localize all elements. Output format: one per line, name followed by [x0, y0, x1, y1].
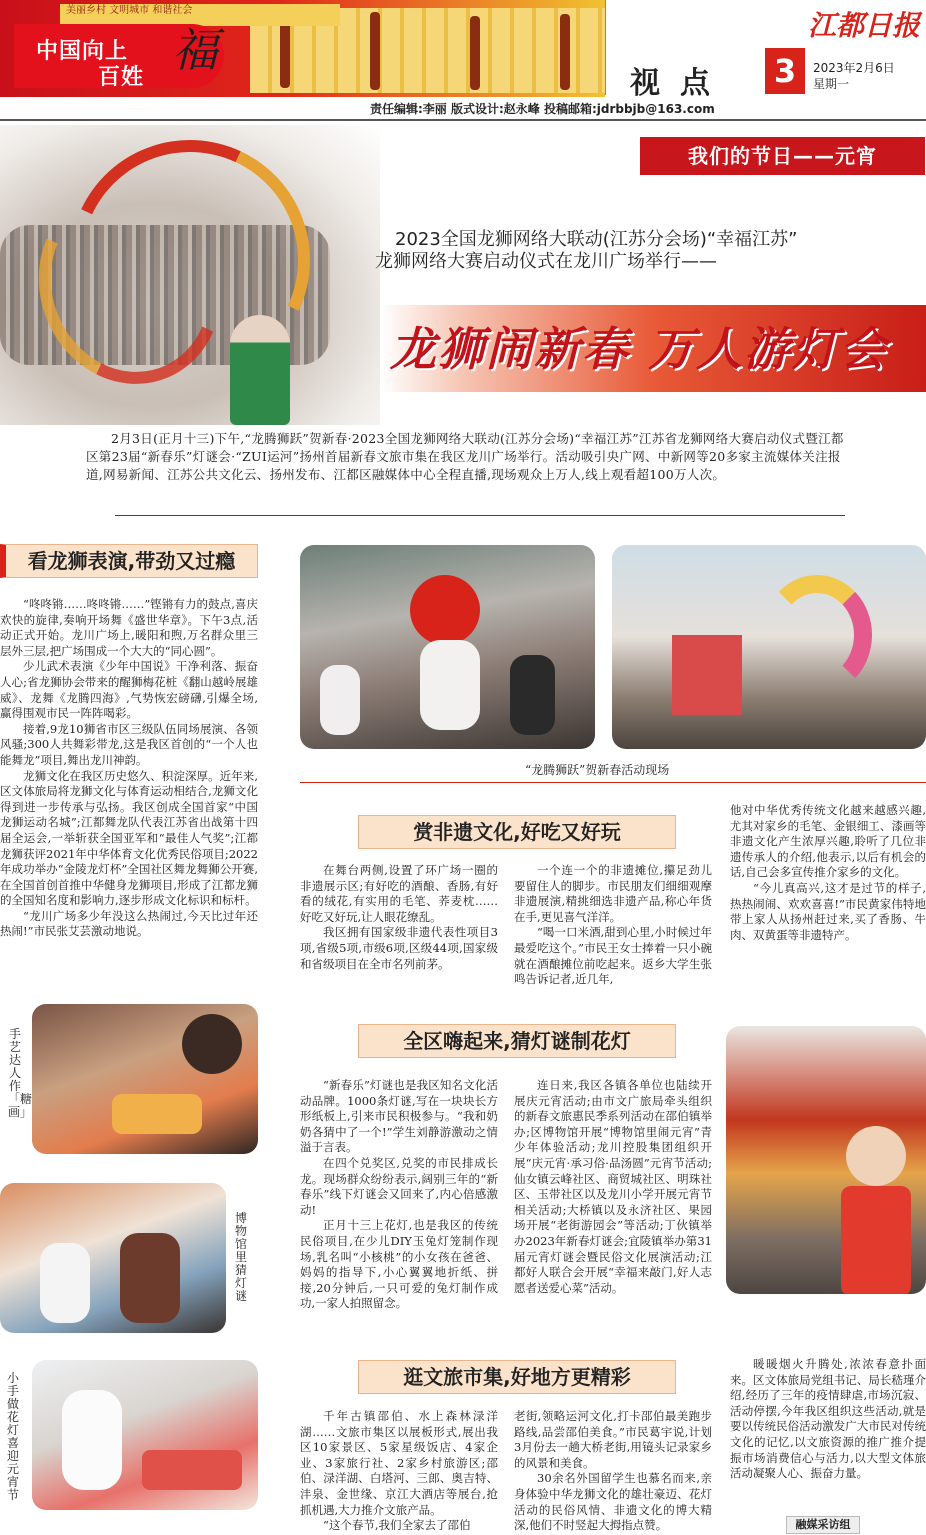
photo-kids-dragon	[726, 1026, 926, 1294]
side-caption-craft: 手艺达人作「糖画」	[8, 1027, 33, 1119]
performer	[230, 315, 290, 425]
photo-caption: “龙腾狮跃”贺新春活动现场	[525, 763, 670, 777]
market-col1	[300, 1409, 498, 1534]
section-heading-riddles: 全区嗨起来,猜灯谜制花灯	[358, 1024, 676, 1058]
section-heading-market: 逛文旅市集,好地方更精彩	[358, 1360, 676, 1394]
section-heading-heritage: 赏非遗文化,好吃又好玩	[358, 815, 676, 849]
photo-lion	[612, 545, 926, 749]
banner-slogan: 美丽乡村 文明城市 和谐社会	[60, 4, 340, 26]
riddles-col1	[300, 1078, 498, 1312]
lead-rule	[115, 515, 845, 516]
section-title: 视点	[630, 66, 730, 101]
paragraph: “龙川广场多少年没这么热闹过,今天比过年还热闹!”市民张艾芸激动地说。	[0, 908, 258, 939]
hero	[0, 125, 926, 525]
photo-dance	[300, 545, 595, 749]
paragraph: 在舞台两侧,设置了环广场一圈的非遗展示区;有好吃的酒酿、香肠,有好看的绒花,有实用的毛笔、荞麦枕……好吃又好玩,让人眼花缭乱。	[300, 863, 498, 924]
hero-subtitle-2: 龙狮网络大赛启动仪式在龙川广场举行——	[375, 251, 717, 272]
festival-banner: 我们的节日——元宵	[640, 137, 925, 175]
heritage-col2	[514, 863, 712, 988]
paragraph: “今儿真高兴,这才是过节的样子,热热闹闹、欢欢喜喜!”市民黄家伟特地带上家人从扬州赶过来,买了香肠、牛肉、双黄蛋等非遗特产。	[730, 880, 926, 942]
reporter-credit: 融媒采访组	[786, 1516, 860, 1534]
page-number: 3	[765, 48, 805, 94]
weekday-text: 星期一	[813, 77, 850, 91]
caption-rule	[300, 782, 926, 783]
photo-craft	[32, 1004, 258, 1154]
photo-kids	[32, 1360, 258, 1510]
paragraph: “咚咚锵……咚咚锵……”铿锵有力的鼓点,喜庆欢快的旋律,奏响开场舞《盛世华章》。下午3点,活动正式开始。龙川广场上,暖阳和煦,万名群众里三层外三层,把广场围成一个大大的“同心圆”。	[0, 597, 258, 658]
paragraph: 他对中华优秀传统文化越来越感兴趣,尤其对家乡的毛笔、金银细工、漆画等非遗文化产生浓厚兴趣,聆听了几位非遗传承人的介绍,他表示,以后有机会的话,自己会多宣传推介家乡的文化。	[730, 803, 926, 880]
paragraph: “喝一口米酒,甜到心里,小时候过年最爱吃这个。”市民王女士捧着一只小碗就在酒酿摊位前吃起来。返乡大学生张鸣告诉记者,近几年,	[514, 925, 712, 987]
paragraph: 少儿武术表演《少年中国说》干净利落、振奋人心;省龙狮协会带来的醒狮梅花桩《翻山越岭展雄威》、龙舞《龙腾四海》,气势恢宏磅礴,引爆全场,赢得围观市民一阵阵喝彩。	[0, 659, 258, 721]
issue-date	[813, 60, 895, 92]
paragraph: 一个连一个的非遗摊位,攥足劲儿要留住人的脚步。市民朋友们细细观摩非遗展演,精挑细选非遗产品,称心年货在手,更见喜气洋洋。	[514, 863, 712, 924]
market-col3	[730, 1357, 926, 1482]
paragraph: 在四个兑奖区,兑奖的市民排成长龙。现场群众纷纷表示,阔别三年的“新春乐”线下灯谜会又回来了,内心倍感激动!	[300, 1155, 498, 1217]
lead-text: 2月3日(正月十三)下午,“龙腾狮跃”贺新春·2023全国龙狮网络大联动(江苏分会场)“幸福江苏”江苏省龙狮网络大赛启动仪式暨江都区第23届“新春乐”灯谜会·“ZUI运河”扬州首届新春文旅市集在我区龙川广场举行。活动吸引央广网、中新网等20多家主流媒体关注报道,网易新闻、江苏公共文化云、扬州发布、江都区融媒体中心全程直播,现场观众上万人,线上观看超100万人次。	[86, 431, 844, 482]
banner-line1: 中国向上	[36, 39, 129, 64]
paragraph: 接着,9龙10狮省市区三级队伍同场展演、各领风骚;300人共舞彩带龙,这是我区首创的“一个人也能舞龙”项目,舞出龙川神韵。	[0, 721, 258, 767]
paragraph: 千年古镇邵伯、水上森林渌洋湖……文旅市集区以展板形式,展出我区10家景区、5家星级饭店、4家企业、3家旅行社、2家乡村旅游区;邵伯、渌洋湖、白塔河、三郎、奥吉特、沣泉、金世缘、京江大酒店等展台,抢抓机遇,大力推介文旅产品。	[300, 1409, 498, 1517]
paragraph: “新春乐”灯谜也是我区知名文化活动品牌。1000条灯谜,写在一块块长方形纸板上,引来市民积极参与。“我和奶奶各猜中了一个!”学生刘静游激动之情溢于言表。	[300, 1078, 498, 1155]
photo-museum	[0, 1183, 226, 1333]
main-headline: 龙狮闹新春 万人游灯会	[390, 322, 889, 376]
paper-name: 江都日报	[808, 9, 921, 42]
paragraph: 龙狮文化在我区历史悠久、积淀深厚。近年来,区文体旅局将龙狮文化与体育运动相结合,龙狮文化得到进一步传承与弘扬。我区创成全国首家“中国龙狮运动名城”;江都舞龙队代表江苏省出战第十四届全运会,一举斩获全国亚军和“最佳人气奖”;江都龙狮获评2021年中华体育文化优秀民俗项目;2022年成功举办“金陵龙灯杯”全国社区舞龙舞狮公开赛,在全国首创首推中华健身龙狮项目,形成了江都龙狮的全国知名度和影响力,逐步形成文化标识和标杆。	[0, 768, 258, 908]
market-col2	[514, 1409, 712, 1534]
lead-paragraph	[86, 430, 846, 484]
date-text: 2023年2月6日	[813, 61, 895, 75]
section-heading-lion: 看龙狮表演,带劲又过瘾	[0, 544, 258, 578]
paragraph: 我区拥有国家级非遗代表性项目3项,省级5项,市级6项,区级44项,国家级和省级项目在全市名列前茅。	[300, 925, 498, 971]
banner-line2: 百姓	[98, 65, 145, 90]
editor-credits: 责任编辑:李丽 版式设计:赵永峰 投稿邮箱:jdrbbjb@163.com	[370, 102, 715, 116]
masthead-banner	[0, 0, 605, 97]
masthead-divider	[605, 0, 606, 95]
paragraph: 30余名外国留学生也慕名而来,亲身体验中华龙狮文化的雄壮豪迈、花灯活动的民俗风情、非遗文化的博大精深,他们不时竖起大拇指点赞。	[514, 1471, 712, 1533]
side-caption-kids: 小手做花灯 喜迎元宵节	[6, 1371, 19, 1502]
heritage-col3	[730, 803, 926, 943]
heritage-col1	[300, 863, 498, 972]
riddles-col2	[514, 1078, 712, 1296]
masthead-rule	[0, 119, 926, 121]
paragraph: 暖暖烟火升腾处,浓浓春意扑面来。区文体旅局党组书记、局长嵇瑾介绍,经历了三年的疫情肆虐,市场沉寂、活动停摆,今年我区组织这些活动,就是要以传统民俗活动激发广大市民对传统文化的记忆,以文旅资源的推广推介提振市场消费信心与活力,以大型文体旅活动凝聚人心、振奋力量。	[730, 1357, 926, 1481]
hero-dragon-photo	[0, 125, 380, 425]
paragraph: “这个春节,我们全家去了邵伯	[323, 1518, 471, 1533]
paragraph: 连日来,我区各镇各单位也陆续开展庆元宵活动;由市文广旅局牵头组织的新春文旅惠民季系列活动在邵伯镇举办;区博物馆开展“博物馆里闹元宵”青少年体验活动;龙川控股集团组织开展“庆元宵·承习俗·品汤圆”元宵节活动;仙女镇云峰社区、商贸城社区、明珠社区、玉带社区以及龙川小学开展元宵节相关活动;大桥镇以及永济社区、果园场开展“老街游园会”等活动;丁伙镇举办2023年新春灯谜会;宜陵镇举办第31届元宵灯谜会暨民俗文化展演活动;江都好人联合会开展“幸福来敲门,好人志愿者送爱心菜”活动。	[514, 1078, 712, 1295]
banner-fu: 福	[172, 23, 218, 77]
side-caption-museum: 博物馆里猜灯谜	[234, 1211, 247, 1303]
paragraph: 正月十三上花灯,也是我区的传统民俗项目,在少儿DIY玉兔灯笼制作现场,乳名叫“小核桃”的小女孩在爸爸、妈妈的指导下,小心翼翼地折纸、拼接,20分钟后,一只可爱的兔灯制作成功,一家人拍照留念。	[300, 1218, 498, 1311]
paragraph: 老街,领略运河文化,打卡邵伯最美跑步路线,品尝邵伯美食。”市民葛宇说,计划3月份去一趟大桥老街,用镜头记录家乡的风景和美食。	[514, 1409, 712, 1470]
hero-subtitle-1: 2023全国龙狮网络大联动(江苏分会场)“幸福江苏”	[395, 229, 798, 250]
lion-article	[0, 597, 258, 940]
